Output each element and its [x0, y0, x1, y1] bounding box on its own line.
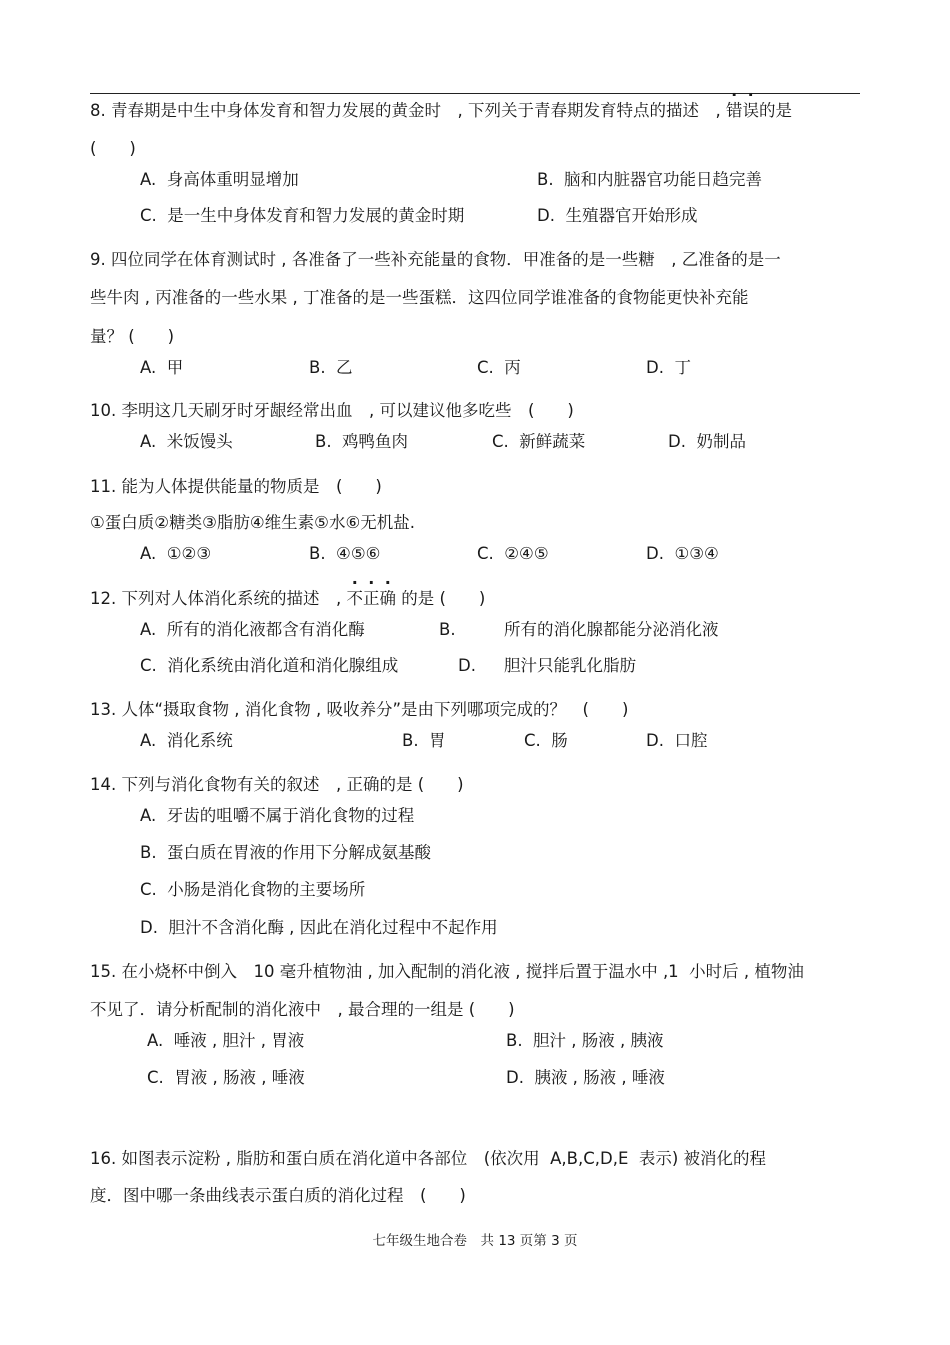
q12-emphasis-char: 确 — [379, 589, 396, 608]
q11-option-b: B. ④⑤⑥ — [309, 544, 381, 563]
q10-option-b: B. 鸡鸭鱼肉 — [315, 432, 409, 451]
q8-stem — [90, 101, 792, 121]
q13-option-d: D. 口腔 — [646, 731, 708, 750]
q15-option-a: A. 唾液 , 胆汁 , 胃液 — [147, 1031, 305, 1050]
q11-stem: 11. 能为人体提供能量的物质是 ( ) — [90, 477, 382, 496]
q12-emphasis-char: 不 — [346, 589, 363, 608]
q9-option-b: B. 乙 — [309, 358, 353, 377]
q8-option-b: B. 脑和内脏器官功能日趋完善 — [537, 170, 763, 189]
q14-option-c: C. 小肠是消化食物的主要场所 — [140, 880, 366, 899]
page-footer: 七年级生地合卷 共 13 页第 3 页 — [372, 1233, 578, 1249]
q15-stem-line1: 15. 在小烧杯中倒入 10 毫升植物油 , 加入配制的消化液 , 搅拌后置于温水中 ,1 小时后 , 植物油 — [90, 962, 804, 981]
q12-emphasis-char: 正 — [362, 589, 380, 608]
q8-emphasis-char: 错 — [725, 101, 743, 120]
q12-option-c: C. 消化系统由消化道和消化腺组成 — [140, 656, 399, 675]
q14-stem: 14. 下列与消化食物有关的叙述 , 正确的是 ( ) — [90, 775, 464, 794]
q14-option-d: D. 胆汁不含消化酶 , 因此在消化过程中不起作用 — [140, 918, 498, 937]
q15-stem-line2: 不见了．请分析配制的消化液中 , 最合理的一组是 ( ) — [90, 1000, 515, 1019]
q12-option-b-letter: B. — [439, 620, 456, 639]
q15-option-d: D. 胰液 , 肠液 , 唾液 — [506, 1068, 665, 1087]
header-rule — [90, 93, 860, 94]
q15-option-c: C. 胃液 , 肠液 , 唾液 — [147, 1068, 305, 1087]
q16-stem-line2: 度．图中哪一条曲线表示蛋白质的消化过程 ( ) — [90, 1186, 466, 1205]
q12-option-a: A. 所有的消化液都含有消化酶 — [140, 620, 365, 639]
q12-option-d: 胆汁只能乳化脂肪 — [504, 656, 636, 675]
q12-stem-end: 的是 ( ) — [395, 589, 486, 608]
q16-stem-line1: 16. 如图表示淀粉 , 脂肪和蛋白质在消化道中各部位 (依次用 A,B,C,D,E 表示) 被消化的程 — [90, 1149, 767, 1168]
q14-option-a: A. 牙齿的咀嚼不属于消化食物的过程 — [140, 806, 415, 825]
q10-stem: 10. 李明这几天刷牙时牙龈经常出血 , 可以建议他多吃些 ( ) — [90, 401, 574, 420]
q12-stem-text: 12. 下列对人体消化系统的描述 , — [90, 589, 347, 608]
q12-option-d-letter: D. — [458, 656, 476, 675]
q9-option-c: C. 丙 — [477, 358, 521, 377]
q11-option-a: A. ①②③ — [140, 544, 212, 563]
q8-option-d: D. 生殖器官开始形成 — [537, 206, 698, 225]
q8-emphasis-char: 误 — [742, 101, 759, 120]
q8-option-a: A. 身高体重明显增加 — [140, 170, 299, 189]
q13-option-a: A. 消化系统 — [140, 731, 233, 750]
q10-option-d: D. 奶制品 — [668, 432, 746, 451]
q11-substance-list: ①蛋白质②糖类③脂肪④维生素⑤水⑥无机盐. — [90, 513, 415, 532]
q8-stem-text: 8. 青春期是中生中身体发育和智力发展的黄金时 , 下列关于青春期发育特点的描述 , — [90, 101, 726, 120]
q14-option-b: B. 蛋白质在胃液的作用下分解成氨基酸 — [140, 843, 432, 862]
q8-option-c: C. 是一生中身体发育和智力发展的黄金时期 — [140, 206, 465, 225]
q9-stem-line1: 9. 四位同学在体育测试时 , 各准备了一些补充能量的食物．甲准备的是一些糖 , 乙准备的是一 — [90, 250, 781, 269]
q10-option-a: A. 米饭馒头 — [140, 432, 233, 451]
q13-option-c: C. 肠 — [524, 731, 568, 750]
q12-option-b: 所有的消化腺都能分泌消化液 — [504, 620, 719, 639]
q8-answer-blank: ( ) — [90, 139, 136, 158]
q13-stem: 13. 人体“摄取食物 , 消化食物 , 吸收养分”是由下列哪项完成的？ ( ) — [90, 700, 629, 719]
q11-option-d: D. ①③④ — [646, 544, 719, 563]
q9-option-a: A. 甲 — [140, 358, 184, 377]
q13-option-b: B. 胃 — [402, 731, 446, 750]
q12-stem — [90, 589, 485, 609]
q11-option-c: C. ②④⑤ — [477, 544, 549, 563]
q9-option-d: D. 丁 — [646, 358, 691, 377]
q15-option-b: B. 胆汁 , 肠液 , 胰液 — [506, 1031, 664, 1050]
q8-stem-end: 的是 — [758, 101, 792, 120]
q10-option-c: C. 新鲜蔬菜 — [492, 432, 586, 451]
q9-stem-line2: 些牛肉 , 丙准备的一些水果 , 丁准备的是一些蛋糕．这四位同学谁准备的食物能更快补充能 — [90, 288, 749, 307]
q9-stem-line3: 量？ ( ) — [90, 327, 175, 346]
